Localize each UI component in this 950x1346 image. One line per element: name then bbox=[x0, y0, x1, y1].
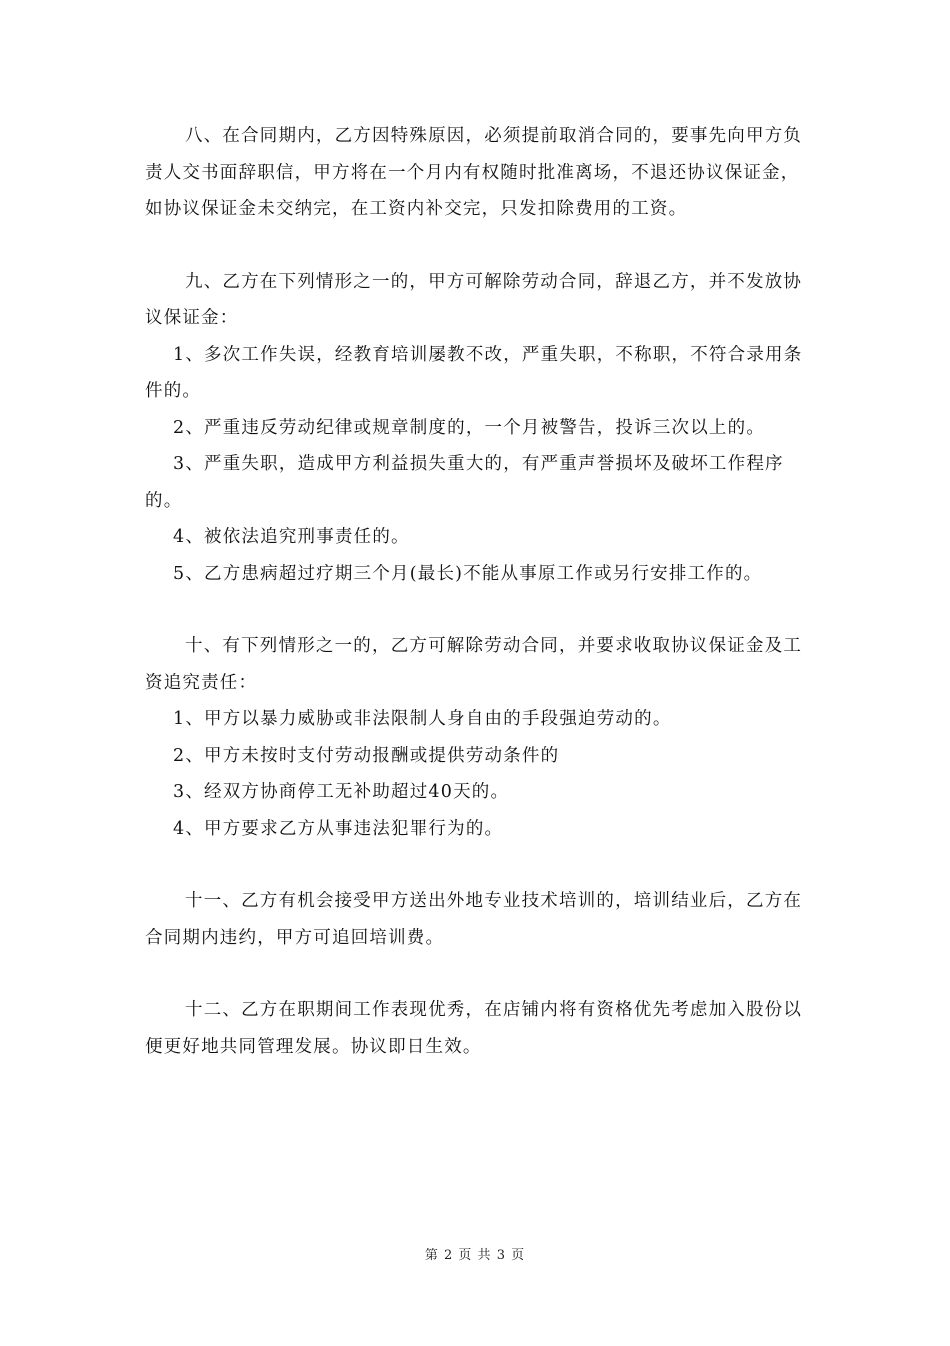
paragraph-gap bbox=[145, 228, 807, 264]
clause-9-item-1: 1、多次工作失误，经教育培训屡教不改，严重失职，不称职，不符合录用条件的。 bbox=[145, 344, 803, 401]
clause-10-item-3: 3、经双方协商停工无补助超过40天的。 bbox=[173, 782, 510, 802]
clause-10-item-1: 1、甲方以暴力威胁或非法限制人身自由的手段强迫劳动的。 bbox=[173, 709, 672, 729]
clause-8: 八、在合同期内，乙方因特殊原因，必须提前取消合同的，要事先向甲方负责人交书面辞职信，甲方将在一个月内有权随时批准离场，不退还协议保证金，如协议保证金未交纳完，在工资内补交完，只发扣除费用的工资。 bbox=[145, 126, 803, 219]
paragraph-gap bbox=[145, 592, 807, 628]
paragraph-gap bbox=[145, 847, 807, 883]
clause-10-item-2: 2、甲方未按时支付劳动报酬或提供劳动条件的 bbox=[173, 745, 560, 766]
document-body bbox=[145, 118, 807, 1065]
clause-9-item-3: 3、严重失职，造成甲方利益损失重大的，有严重声誉损坏及破坏工作程序的。 bbox=[145, 454, 784, 511]
clause-10-item-4: 4、甲方要求乙方从事违法犯罪行为的。 bbox=[173, 818, 504, 839]
clause-10: 十、有下列情形之一的，乙方可解除劳动合同，并要求收取协议保证金及工资追究责任： bbox=[145, 636, 803, 693]
clause-9-item-4: 4、被依法追究刑事责任的。 bbox=[173, 527, 410, 547]
clause-11: 十一、乙方有机会接受甲方送出外地专业技术培训的，培训结业后，乙方在合同期内违约，甲方可追回培训费。 bbox=[145, 891, 803, 948]
clause-9-item-5: 5、乙方患病超过疗期三个月(最长)不能从事原工作或另行安排工作的。 bbox=[173, 563, 763, 584]
paragraph-gap bbox=[145, 956, 807, 992]
clause-9: 九、乙方在下列情形之一的，甲方可解除劳动合同，辞退乙方，并不发放协议保证金： bbox=[145, 271, 803, 328]
page-number-footer: 第 2 页 共 3 页 bbox=[424, 1248, 526, 1263]
clause-12: 十二、乙方在职期间工作表现优秀，在店铺内将有资格优先考虑加入股份以便更好地共同管理发展。协议即日生效。 bbox=[145, 1000, 803, 1057]
clause-9-item-2: 2、严重违反劳动纪律或规章制度的，一个月被警告，投诉三次以上的。 bbox=[173, 417, 766, 438]
